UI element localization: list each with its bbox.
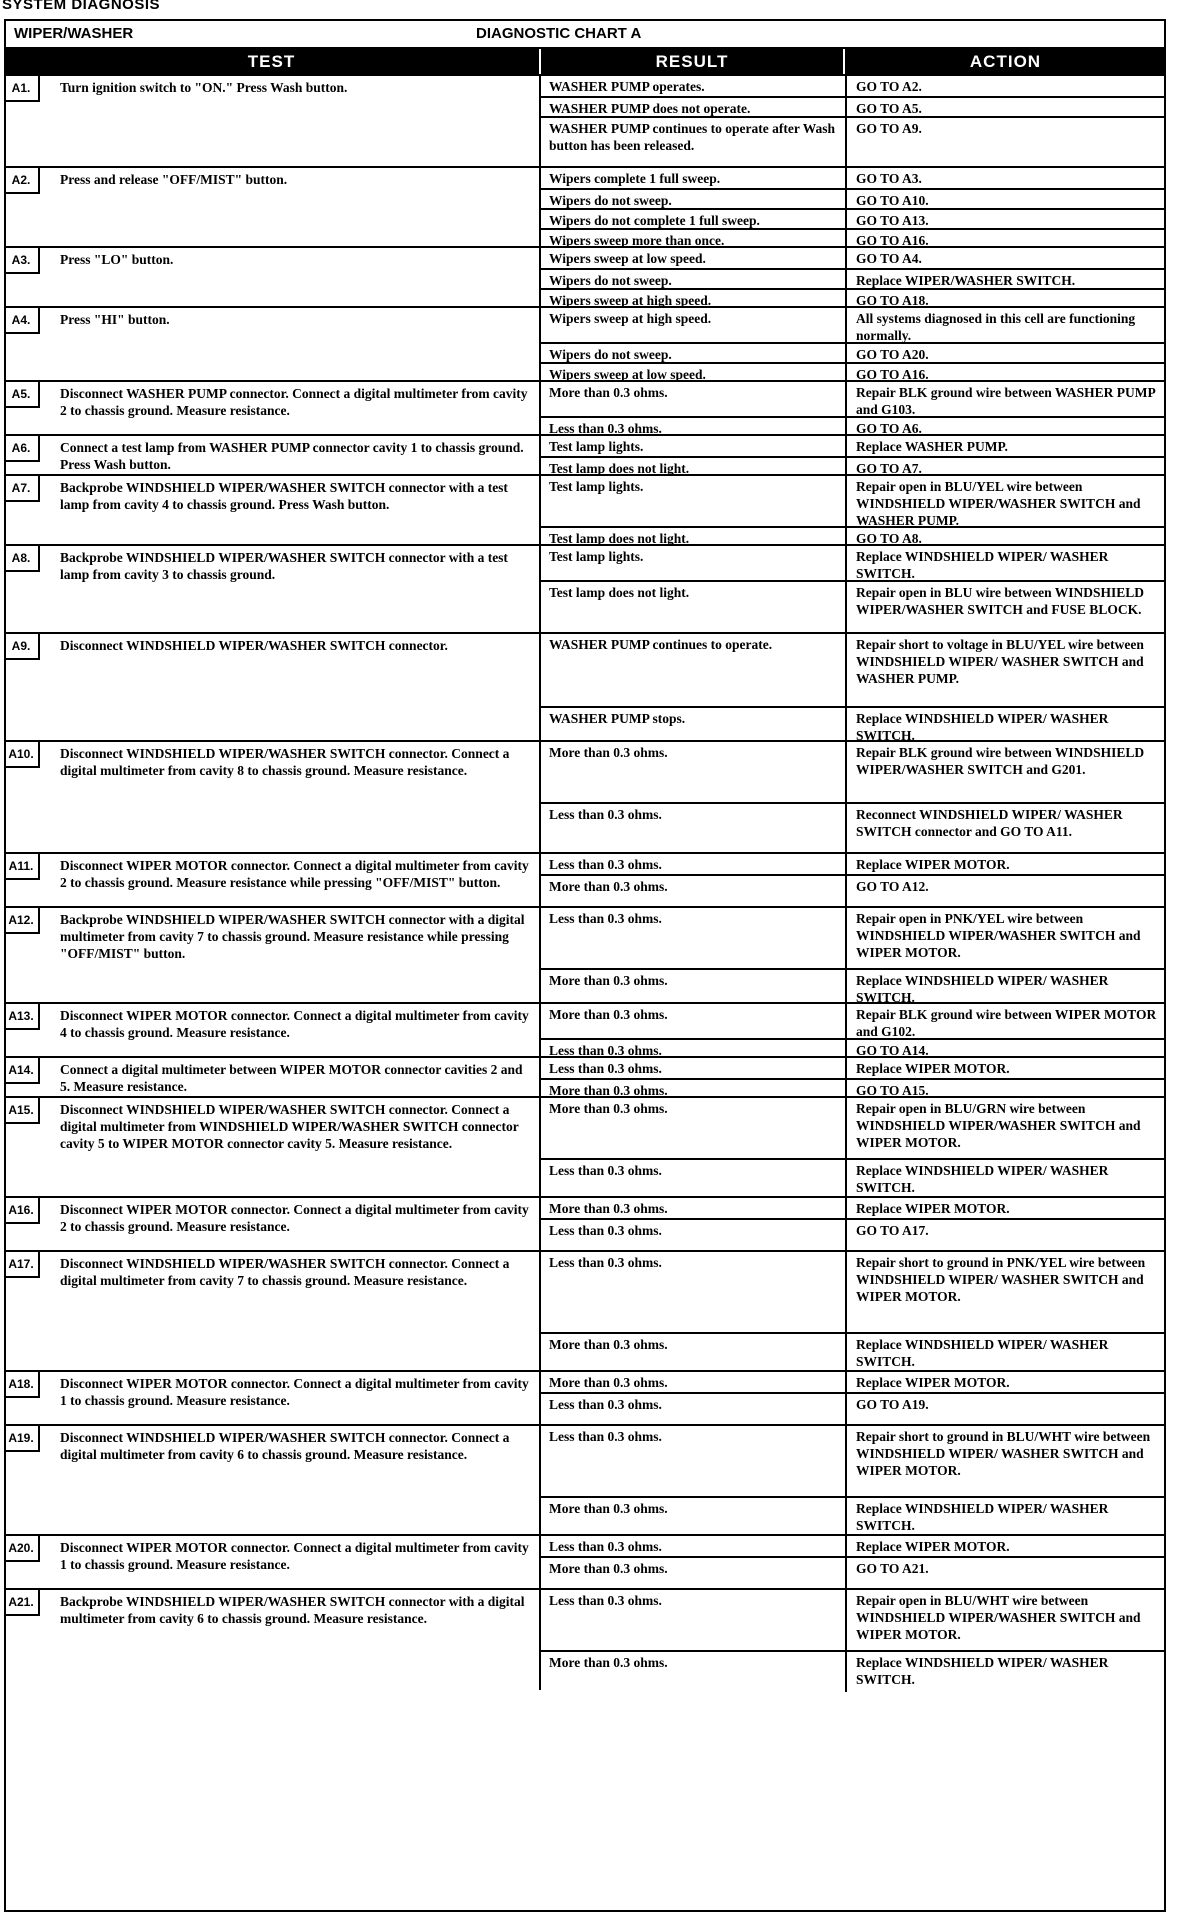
test-instruction: Press and release "OFF/MIST" button. bbox=[60, 172, 288, 187]
test-cell bbox=[4, 1252, 541, 1370]
action-cell: GO TO A17. bbox=[845, 1218, 1166, 1252]
result-cell: Wipers complete 1 full sweep. bbox=[549, 171, 721, 186]
diagnostic-step bbox=[4, 380, 1166, 434]
result-cell: Wipers do not complete 1 full sweep. bbox=[541, 208, 845, 228]
result-cell: More than 0.3 ohms. bbox=[549, 1007, 668, 1022]
action-cell: Repair open in BLU/GRN wire between WINDSHIELD WIPER/WASHER SWITCH and WIPER MOTOR. bbox=[845, 1098, 1166, 1158]
result-cell: Less than 0.3 ohms. bbox=[549, 1539, 662, 1554]
test-instruction: Disconnect WINDSHIELD WIPER/WASHER SWITCH connector. bbox=[60, 638, 448, 653]
diagnostic-step bbox=[4, 1096, 1166, 1196]
action-cell: Repair BLK ground wire between WASHER PUMP and G103. bbox=[845, 382, 1166, 416]
step-id: A3. bbox=[4, 248, 40, 274]
action-cell: Replace WINDSHIELD WIPER/ WASHER SWITCH. bbox=[845, 1332, 1166, 1372]
action-cell: Repair BLK ground wire between WIPER MOTOR and G102. bbox=[845, 1004, 1166, 1038]
diagnostic-step bbox=[4, 740, 1166, 852]
action-cell: GO TO A4. bbox=[845, 248, 1166, 268]
step-id: A17. bbox=[4, 1252, 40, 1278]
section-title: SYSTEM DIAGNOSIS bbox=[2, 0, 161, 13]
action-cell: Repair short to voltage in BLU/YEL wire between WINDSHIELD WIPER/ WASHER SWITCH and WASHER PUMP. bbox=[845, 634, 1166, 706]
action-cell: GO TO A13. bbox=[845, 208, 1166, 228]
test-cell bbox=[4, 1098, 541, 1196]
action-cell: Replace WINDSHIELD WIPER/ WASHER SWITCH. bbox=[845, 1158, 1166, 1198]
test-instruction: Disconnect WINDSHIELD WIPER/WASHER SWITCH connector. Connect a digital multimeter from cavity 8 to chassis ground. Measure resistance. bbox=[60, 746, 510, 778]
action-cell: GO TO A14. bbox=[845, 1038, 1166, 1058]
step-id: A8. bbox=[4, 546, 40, 572]
result-cell: More than 0.3 ohms. bbox=[541, 874, 845, 908]
test-instruction: Disconnect WIPER MOTOR connector. Connect a digital multimeter from cavity 1 to chassis ground. Measure resistance. bbox=[60, 1540, 529, 1572]
test-cell bbox=[4, 1536, 541, 1588]
step-id: A16. bbox=[4, 1198, 40, 1224]
action-cell: Replace WIPER MOTOR. bbox=[845, 1058, 1166, 1078]
diagnostic-step bbox=[4, 852, 1166, 906]
result-cell: More than 0.3 ohms. bbox=[549, 1201, 668, 1216]
test-instruction: Connect a test lamp from WASHER PUMP connector cavity 1 to chassis ground. Press Wash button. bbox=[60, 440, 524, 472]
step-id: A19. bbox=[4, 1426, 40, 1452]
action-cell: Repair open in BLU/YEL wire between WINDSHIELD WIPER/WASHER SWITCH and WASHER PUMP. bbox=[845, 476, 1166, 526]
action-cell: GO TO A19. bbox=[845, 1392, 1166, 1426]
result-cell: WASHER PUMP does not operate. bbox=[541, 96, 845, 116]
action-cell: GO TO A21. bbox=[845, 1556, 1166, 1590]
chart-header bbox=[4, 19, 1166, 49]
step-id: A10. bbox=[4, 742, 40, 768]
result-cell: WASHER PUMP continues to operate. bbox=[549, 637, 773, 652]
test-instruction: Disconnect WIPER MOTOR connector. Connect a digital multimeter from cavity 4 to chassis ground. Measure resistance. bbox=[60, 1008, 529, 1040]
result-cell: WASHER PUMP continues to operate after Wash button has been released. bbox=[541, 116, 845, 168]
test-instruction: Disconnect WINDSHIELD WIPER/WASHER SWITCH connector. Connect a digital multimeter from WINDSHIELD WIPER/WASHER SWITCH connector cavity 5 to WIPER MOTOR connector cavity 5. Measure resistance. bbox=[60, 1102, 519, 1151]
action-cell: Repair BLK ground wire between WINDSHIELD WIPER/WASHER SWITCH and G201. bbox=[845, 742, 1166, 802]
column-header-row bbox=[4, 49, 1166, 74]
diagnostic-step bbox=[4, 74, 1166, 166]
result-cell: Wipers do not sweep. bbox=[541, 342, 845, 362]
test-instruction: Disconnect WASHER PUMP connector. Connect a digital multimeter from cavity 2 to chassis ground. Measure resistance. bbox=[60, 386, 528, 418]
result-cell: More than 0.3 ohms. bbox=[549, 745, 668, 760]
step-id: A4. bbox=[4, 308, 40, 334]
chart-title: DIAGNOSTIC CHART A bbox=[476, 25, 642, 42]
result-cell: Less than 0.3 ohms. bbox=[549, 911, 662, 926]
result-cell: More than 0.3 ohms. bbox=[549, 1375, 668, 1390]
test-cell bbox=[4, 436, 541, 474]
test-cell bbox=[4, 248, 541, 306]
test-instruction: Backprobe WINDSHIELD WIPER/WASHER SWITCH connector with a digital multimeter from cavity 7 to chassis ground. Measure resistance while pressing "OFF/MIST" button. bbox=[60, 912, 525, 961]
diagnostic-step bbox=[4, 906, 1166, 1005]
test-instruction: Turn ignition switch to "ON." Press Wash button. bbox=[60, 80, 348, 95]
action-cell: Replace WIPER/WASHER SWITCH. bbox=[845, 268, 1166, 288]
step-id: A11. bbox=[4, 854, 40, 880]
diagnostic-step bbox=[4, 434, 1166, 474]
column-header-result: RESULT bbox=[541, 49, 845, 74]
diagnostic-table bbox=[4, 49, 1166, 1687]
test-instruction: Connect a digital multimeter between WIPER MOTOR connector cavities 2 and 5. Measure resistance. bbox=[60, 1062, 523, 1094]
result-cell: Wipers sweep at high speed. bbox=[549, 311, 712, 326]
step-id: A21. bbox=[4, 1590, 40, 1616]
action-cell: Replace WASHER PUMP. bbox=[845, 436, 1166, 456]
diagnostic-step bbox=[4, 246, 1166, 306]
result-cell: Less than 0.3 ohms. bbox=[541, 1218, 845, 1252]
action-cell: GO TO A18. bbox=[845, 288, 1166, 308]
action-cell: GO TO A20. bbox=[845, 342, 1166, 362]
test-instruction: Backprobe WINDSHIELD WIPER/WASHER SWITCH connector with a test lamp from cavity 3 to chassis ground. bbox=[60, 550, 508, 582]
result-cell: Wipers sweep at high speed. bbox=[541, 288, 845, 308]
diagnostic-step bbox=[4, 1056, 1166, 1096]
step-id: A18. bbox=[4, 1372, 40, 1398]
step-id: A15. bbox=[4, 1098, 40, 1124]
action-cell: GO TO A2. bbox=[845, 76, 1166, 96]
action-cell: GO TO A16. bbox=[845, 228, 1166, 248]
diagnostic-step bbox=[4, 1002, 1166, 1056]
diagnostic-step bbox=[4, 1588, 1166, 1690]
step-id: A14. bbox=[4, 1058, 40, 1084]
diagnostic-step bbox=[4, 306, 1166, 380]
result-cell: More than 0.3 ohms. bbox=[541, 968, 845, 1004]
action-cell: Repair open in PNK/YEL wire between WINDSHIELD WIPER/WASHER SWITCH and WIPER MOTOR. bbox=[845, 908, 1166, 968]
step-id: A9. bbox=[4, 634, 40, 660]
result-cell: Test lamp lights. bbox=[549, 439, 644, 454]
test-cell bbox=[4, 1426, 541, 1534]
result-cell: Less than 0.3 ohms. bbox=[541, 416, 845, 436]
result-cell: More than 0.3 ohms. bbox=[541, 1332, 845, 1372]
step-id: A20. bbox=[4, 1536, 40, 1562]
result-cell: More than 0.3 ohms. bbox=[549, 385, 668, 400]
step-id: A6. bbox=[4, 436, 40, 462]
result-cell: Test lamp does not light. bbox=[541, 580, 845, 634]
result-cell: Wipers sweep at low speed. bbox=[549, 251, 706, 266]
step-id: A5. bbox=[4, 382, 40, 408]
action-cell: Replace WIPER MOTOR. bbox=[845, 1536, 1166, 1556]
test-instruction: Disconnect WIPER MOTOR connector. Connect a digital multimeter from cavity 2 to chassis ground. Measure resistance while pressing "OFF/MIST" button. bbox=[60, 858, 529, 890]
result-cell: Test lamp lights. bbox=[549, 549, 644, 564]
diagnostic-step bbox=[4, 1250, 1166, 1370]
result-cell: Less than 0.3 ohms. bbox=[549, 857, 662, 872]
diagnostic-step bbox=[4, 166, 1166, 246]
test-cell bbox=[4, 382, 541, 434]
test-cell bbox=[4, 168, 541, 246]
action-cell: Repair short to ground in PNK/YEL wire between WINDSHIELD WIPER/ WASHER SWITCH and WIPER MOTOR. bbox=[845, 1252, 1166, 1332]
result-cell: Test lamp does not light. bbox=[541, 526, 845, 546]
result-cell: Less than 0.3 ohms. bbox=[541, 1392, 845, 1426]
diagnostic-step bbox=[4, 544, 1166, 632]
test-cell bbox=[4, 742, 541, 852]
result-cell: Wipers do not sweep. bbox=[541, 188, 845, 208]
test-cell bbox=[4, 476, 541, 544]
step-id: A2. bbox=[4, 168, 40, 194]
test-instruction: Disconnect WINDSHIELD WIPER/WASHER SWITCH connector. Connect a digital multimeter from cavity 6 to chassis ground. Measure resistance. bbox=[60, 1430, 510, 1462]
result-cell: More than 0.3 ohms. bbox=[541, 1496, 845, 1536]
system-name: WIPER/WASHER bbox=[14, 25, 134, 42]
result-cell: More than 0.3 ohms. bbox=[549, 1101, 668, 1116]
result-cell: More than 0.3 ohms. bbox=[541, 1556, 845, 1590]
action-cell: GO TO A9. bbox=[845, 116, 1166, 168]
action-cell: Replace WINDSHIELD WIPER/ WASHER SWITCH. bbox=[845, 1650, 1166, 1692]
result-cell: More than 0.3 ohms. bbox=[541, 1078, 845, 1098]
diagnostic-step bbox=[4, 474, 1166, 544]
step-id: A1. bbox=[4, 76, 40, 102]
test-instruction: Press "LO" button. bbox=[60, 252, 174, 267]
test-instruction: Backprobe WINDSHIELD WIPER/WASHER SWITCH connector with a digital multimeter from cavity 6 to chassis ground. Measure resistance. bbox=[60, 1594, 525, 1626]
test-instruction: Disconnect WIPER MOTOR connector. Connect a digital multimeter from cavity 2 to chassis ground. Measure resistance. bbox=[60, 1202, 529, 1234]
test-instruction: Backprobe WINDSHIELD WIPER/WASHER SWITCH connector with a test lamp from cavity 4 to chassis ground. Press Wash button. bbox=[60, 480, 508, 512]
action-cell: GO TO A15. bbox=[845, 1078, 1166, 1098]
action-cell: Replace WIPER MOTOR. bbox=[845, 1372, 1166, 1392]
test-cell bbox=[4, 308, 541, 380]
test-cell bbox=[4, 76, 541, 166]
action-cell: GO TO A7. bbox=[845, 456, 1166, 476]
test-instruction: Disconnect WIPER MOTOR connector. Connect a digital multimeter from cavity 1 to chassis ground. Measure resistance. bbox=[60, 1376, 529, 1408]
action-cell: GO TO A10. bbox=[845, 188, 1166, 208]
action-cell: Replace WIPER MOTOR. bbox=[845, 854, 1166, 874]
action-cell: Replace WINDSHIELD WIPER/ WASHER SWITCH. bbox=[845, 968, 1166, 1004]
result-cell: Test lamp lights. bbox=[549, 479, 644, 494]
action-cell: All systems diagnosed in this cell are functioning normally. bbox=[845, 308, 1166, 342]
result-cell: Less than 0.3 ohms. bbox=[541, 1038, 845, 1058]
test-cell bbox=[4, 1590, 541, 1690]
result-cell: Less than 0.3 ohms. bbox=[549, 1593, 662, 1608]
test-cell bbox=[4, 1058, 541, 1096]
diagnostic-step bbox=[4, 632, 1166, 743]
diagnostic-step bbox=[4, 1196, 1166, 1250]
diagnostic-step bbox=[4, 1534, 1166, 1588]
action-cell: Repair open in BLU wire between WINDSHIELD WIPER/WASHER SWITCH and FUSE BLOCK. bbox=[845, 580, 1166, 634]
test-cell bbox=[4, 1198, 541, 1250]
test-instruction: Press "HI" button. bbox=[60, 312, 170, 327]
step-id: A13. bbox=[4, 1004, 40, 1030]
result-cell: Wipers do not sweep. bbox=[541, 268, 845, 288]
result-cell: Test lamp does not light. bbox=[541, 456, 845, 476]
action-cell: GO TO A8. bbox=[845, 526, 1166, 546]
test-cell bbox=[4, 1004, 541, 1056]
diagnostic-step bbox=[4, 1424, 1166, 1534]
test-cell bbox=[4, 546, 541, 632]
action-cell: Replace WIPER MOTOR. bbox=[845, 1198, 1166, 1218]
result-cell: Less than 0.3 ohms. bbox=[541, 1158, 845, 1198]
action-cell: GO TO A5. bbox=[845, 96, 1166, 116]
result-cell: Less than 0.3 ohms. bbox=[549, 1255, 662, 1270]
step-id: A12. bbox=[4, 908, 40, 934]
column-header-action: ACTION bbox=[969, 51, 1042, 71]
result-cell: Wipers sweep at low speed. bbox=[541, 362, 845, 382]
result-cell: Less than 0.3 ohms. bbox=[549, 1429, 662, 1444]
step-id: A7. bbox=[4, 476, 40, 502]
action-cell: Replace WINDSHIELD WIPER/ WASHER SWITCH. bbox=[845, 546, 1166, 580]
action-cell: Repair short to ground in BLU/WHT wire between WINDSHIELD WIPER/ WASHER SWITCH and WIPER MOTOR. bbox=[845, 1426, 1166, 1496]
result-cell: Wipers sweep more than once. bbox=[541, 228, 845, 248]
action-cell: Repair open in BLU/WHT wire between WINDSHIELD WIPER/WASHER SWITCH and WIPER MOTOR. bbox=[845, 1590, 1166, 1650]
test-cell bbox=[4, 1372, 541, 1424]
result-cell: More than 0.3 ohms. bbox=[541, 1650, 845, 1692]
action-cell: Replace WINDSHIELD WIPER/ WASHER SWITCH. bbox=[845, 706, 1166, 742]
action-cell: GO TO A16. bbox=[845, 362, 1166, 382]
result-cell: WASHER PUMP operates. bbox=[549, 79, 705, 94]
diagnostic-step bbox=[4, 1370, 1166, 1424]
result-cell: Less than 0.3 ohms. bbox=[541, 802, 845, 854]
action-cell: Replace WINDSHIELD WIPER/ WASHER SWITCH. bbox=[845, 1496, 1166, 1536]
action-cell: Reconnect WINDSHIELD WIPER/ WASHER SWITCH connector and GO TO A11. bbox=[845, 802, 1166, 854]
action-cell: GO TO A3. bbox=[845, 168, 1166, 188]
column-header-test: TEST bbox=[4, 49, 541, 74]
action-cell: GO TO A6. bbox=[845, 416, 1166, 436]
result-cell: WASHER PUMP stops. bbox=[541, 706, 845, 742]
action-cell: GO TO A12. bbox=[845, 874, 1166, 908]
test-instruction: Disconnect WINDSHIELD WIPER/WASHER SWITCH connector. Connect a digital multimeter from cavity 7 to chassis ground. Measure resistance. bbox=[60, 1256, 510, 1288]
test-cell bbox=[4, 854, 541, 906]
test-cell bbox=[4, 634, 541, 740]
test-cell bbox=[4, 908, 541, 1002]
result-cell: Less than 0.3 ohms. bbox=[549, 1061, 662, 1076]
